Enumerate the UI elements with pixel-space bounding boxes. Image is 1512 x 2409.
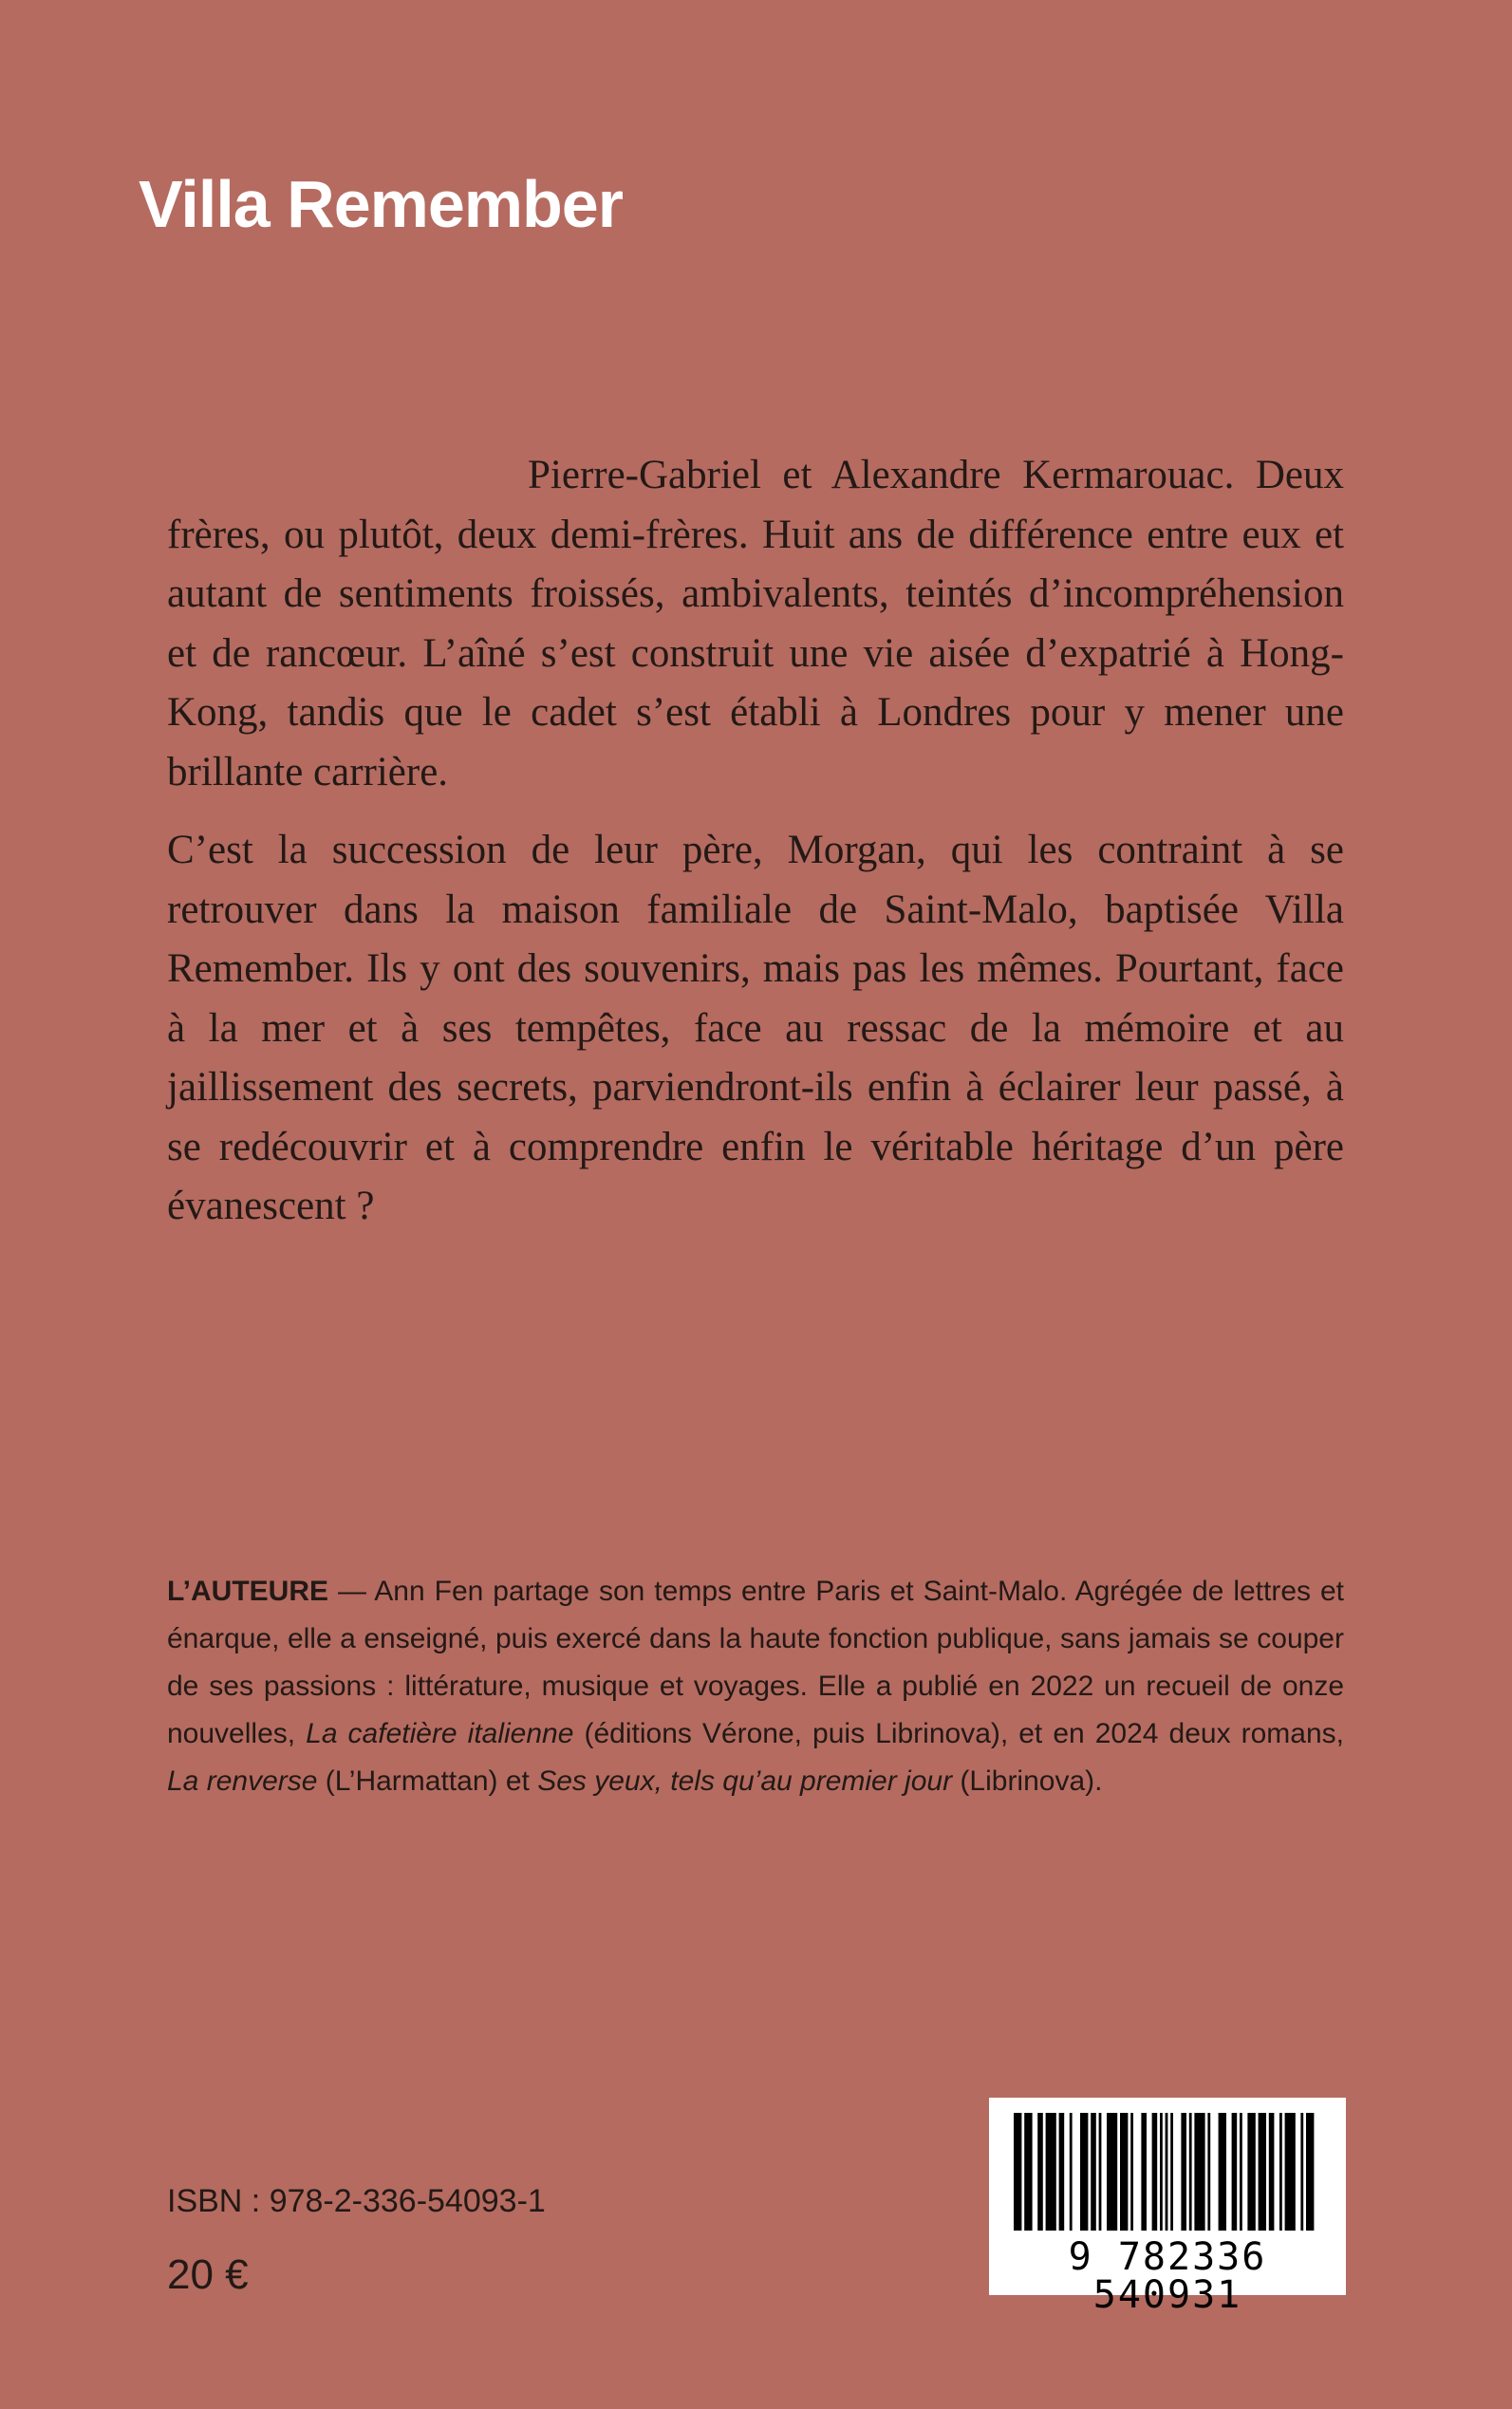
barcode-bar	[1247, 2113, 1255, 2231]
barcode-bar	[1207, 2113, 1210, 2231]
blurb-paragraph-1: Pierre-Gabriel et Alexandre Kermarouac. Deux frères, ou plutôt, deux demi-frères. Huit ans de différence entre eux et autant de sentiments froissés, ambivalents, teintés d’incompréhension et de rancœur. L’aîné s’est construit une vie aisée d’expatrié à Hong-Kong, tandis que le cadet s’est établi à Londres pour y mener une brillante carrière.	[167, 453, 1344, 794]
barcode-bar	[1099, 2113, 1102, 2231]
book-title-3: Ses yeux, tels qu’au premier jour	[537, 1765, 953, 1797]
barcode-bar	[1080, 2113, 1088, 2231]
barcode-bar	[1107, 2113, 1117, 2231]
book-title-2: La renverse	[167, 1765, 318, 1797]
barcode-bar	[1285, 2113, 1296, 2231]
barcode-digits: 9 782336 540931	[1068, 2235, 1267, 2317]
barcode-bar	[1166, 2113, 1168, 2231]
barcode-bar	[1240, 2113, 1242, 2231]
barcode	[989, 2098, 1346, 2317]
barcode-bar	[1141, 2113, 1147, 2231]
back-cover-blurb	[167, 446, 1344, 1256]
author-text-2: (éditions Vérone, puis Librinova), et en 2024 deux romans,	[573, 1718, 1344, 1749]
barcode-bar	[1091, 2113, 1096, 2231]
barcode-bar	[1170, 2113, 1173, 2231]
price-text: 20 €	[167, 2251, 249, 2298]
isbn-text: ISBN : 978-2-336-54093-1	[167, 2183, 546, 2219]
barcode-bar	[1046, 2113, 1056, 2231]
barcode-bar	[1269, 2113, 1275, 2231]
book-title: Villa Remember	[139, 167, 623, 241]
barcode-bar	[1300, 2113, 1303, 2231]
blurb-paragraph-2: C’est la succession de leur père, Morgan, qui les contraint à se retrouver dans la maison familiale de Saint-Malo, baptisée Villa Remember. Ils y ont des souvenirs, mais pas les mêmes. Pourtant, face à la mer et à ses tempêtes, face au ressac de la mémoire et au jaillissement des secrets, parviendront-ils enfin à éclairer leur passé, à se redécouvrir et à comprendre enfin le véritable héritage d’un père évanescent ?	[167, 828, 1344, 1228]
barcode-bar	[1189, 2113, 1192, 2231]
barcode-bar	[1160, 2113, 1163, 2231]
barcode-bar	[1259, 2113, 1266, 2231]
barcode-bar	[1181, 2113, 1186, 2231]
book-title-1: La cafetière italienne	[306, 1718, 574, 1749]
barcode-bar	[1232, 2113, 1238, 2231]
barcode-bar	[1194, 2113, 1204, 2231]
barcode-bars-icon	[1010, 2113, 1325, 2236]
barcode-bar	[1279, 2113, 1282, 2231]
author-text-1: Ann Fen partage son temps entre Paris et Saint-Malo. Agrégée de lettres et énarque, elle a enseigné, puis exercé dans la haute fonction publique, sans jamais se couper de ses passions : littérature, musique et voyages. Elle a publié en 2022 un recueil de onze nouvelles,	[167, 1576, 1344, 1749]
barcode-bar	[1306, 2113, 1314, 2231]
author-text-4: (Librinova).	[952, 1765, 1103, 1797]
barcode-bar	[1152, 2113, 1158, 2231]
author-text-3: (L’Harmattan) et	[317, 1765, 538, 1797]
barcode-bar	[1219, 2113, 1226, 2231]
author-separator: —	[328, 1576, 375, 1607]
barcode-bar	[1024, 2113, 1032, 2231]
barcode-bar	[1059, 2113, 1065, 2231]
barcode-bar	[1014, 2113, 1021, 2231]
author-bio	[167, 1568, 1344, 1805]
barcode-bar	[1120, 2113, 1128, 2231]
barcode-bar	[1130, 2113, 1133, 2231]
barcode-bar	[1037, 2113, 1043, 2231]
barcode-bar	[1070, 2113, 1073, 2231]
author-label: L’AUTEURE	[167, 1576, 329, 1607]
